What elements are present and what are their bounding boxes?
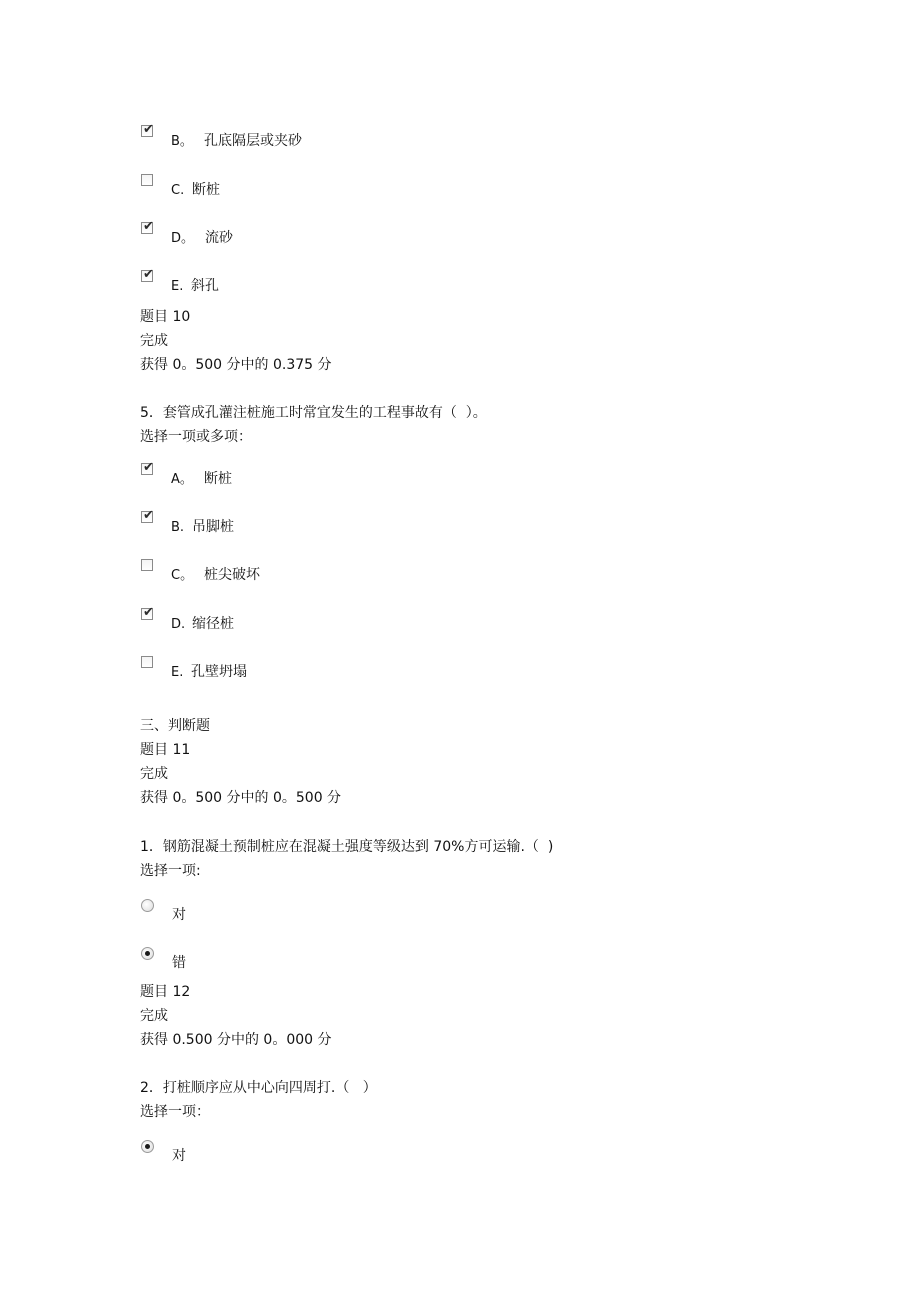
option-letter: B。 (171, 134, 193, 149)
check-icon: ✔ (143, 605, 154, 620)
option-text: 缩径桩 (192, 616, 234, 632)
check-icon: ✔ (143, 508, 154, 523)
option-text: 流砂 (205, 230, 233, 246)
option-letter: C. (171, 183, 185, 198)
question-instruction: 选择一项或多项： (140, 429, 252, 445)
option-text: 孔底隔层或夹砂 (204, 133, 302, 149)
q5-option-e[interactable] (140, 656, 640, 682)
q5-option-c[interactable] (140, 559, 640, 585)
option-letter: E. (171, 279, 184, 294)
option-letter: C。 (171, 568, 194, 583)
question-number: 题目 12 (140, 984, 191, 1000)
option-text: 孔壁坍塌 (191, 664, 247, 680)
option-text: 吊脚桩 (192, 519, 234, 535)
question-text: 5．套管成孔灌注桩施工时常宜发生的工程事故有（ ）。 (140, 405, 487, 421)
question-status: 完成 (140, 1008, 168, 1024)
check-icon: ✔ (143, 219, 154, 234)
option-text: 断桩 (192, 182, 220, 198)
check-icon: ✔ (143, 267, 154, 282)
q4-option-e[interactable] (140, 267, 640, 296)
option-text: 斜孔 (191, 278, 219, 294)
checkbox-unchecked[interactable] (141, 656, 153, 668)
checkbox-unchecked[interactable] (141, 174, 153, 186)
section-heading: 三、判断题 (140, 718, 210, 734)
checkbox-checked[interactable] (141, 267, 154, 282)
radio-selected[interactable] (141, 947, 154, 960)
checkbox-checked[interactable] (141, 605, 154, 620)
q5-option-d[interactable] (140, 605, 640, 634)
q2-option-true[interactable] (140, 1140, 640, 1166)
checkbox-checked[interactable] (141, 508, 154, 523)
question-number: 题目 10 (140, 309, 191, 325)
option-letter: D. (171, 617, 186, 632)
q4-option-d[interactable] (140, 219, 640, 248)
question-status: 完成 (140, 333, 168, 349)
q5-option-b[interactable] (140, 508, 640, 537)
question-score: 获得 0。500 分中的 0.375 分 (140, 357, 332, 373)
option-text: 断桩 (204, 471, 232, 487)
option-letter: D。 (171, 231, 195, 246)
option-text: 对 (172, 907, 186, 923)
question-text: 1．钢筋混凝土预制桩应在混凝土强度等级达到 70%方可运输.（ ) (140, 839, 554, 855)
question-score: 获得 0。500 分中的 0。500 分 (140, 790, 342, 806)
radio-dot-icon (145, 951, 150, 956)
q4-option-c[interactable] (140, 174, 640, 200)
check-icon: ✔ (143, 460, 154, 475)
option-text: 对 (172, 1148, 186, 1164)
question-score: 获得 0.500 分中的 0。000 分 (140, 1032, 332, 1048)
option-letter: A。 (171, 472, 193, 487)
option-letter: E. (171, 665, 184, 680)
question-instruction: 选择一项： (140, 1104, 210, 1120)
question-instruction: 选择一项: (140, 863, 201, 879)
radio-dot-icon (145, 1144, 150, 1149)
question-number: 题目 11 (140, 742, 191, 758)
q4-option-b[interactable] (140, 122, 640, 151)
checkbox-checked[interactable] (141, 460, 154, 475)
radio-unselected[interactable] (141, 899, 154, 912)
question-text: 2．打桩顺序应从中心向四周打.（ ） (140, 1080, 377, 1096)
option-text: 错 (172, 955, 186, 971)
question-status: 完成 (140, 766, 168, 782)
checkbox-checked[interactable] (141, 219, 154, 234)
q5-option-a[interactable] (140, 460, 640, 489)
option-text: 桩尖破坏 (204, 567, 260, 583)
checkbox-checked[interactable] (141, 122, 154, 137)
q1-option-false[interactable] (140, 947, 640, 973)
option-letter: B. (171, 520, 185, 535)
checkbox-unchecked[interactable] (141, 559, 153, 571)
check-icon: ✔ (143, 122, 154, 137)
radio-selected[interactable] (141, 1140, 154, 1153)
q1-option-true[interactable] (140, 899, 640, 925)
